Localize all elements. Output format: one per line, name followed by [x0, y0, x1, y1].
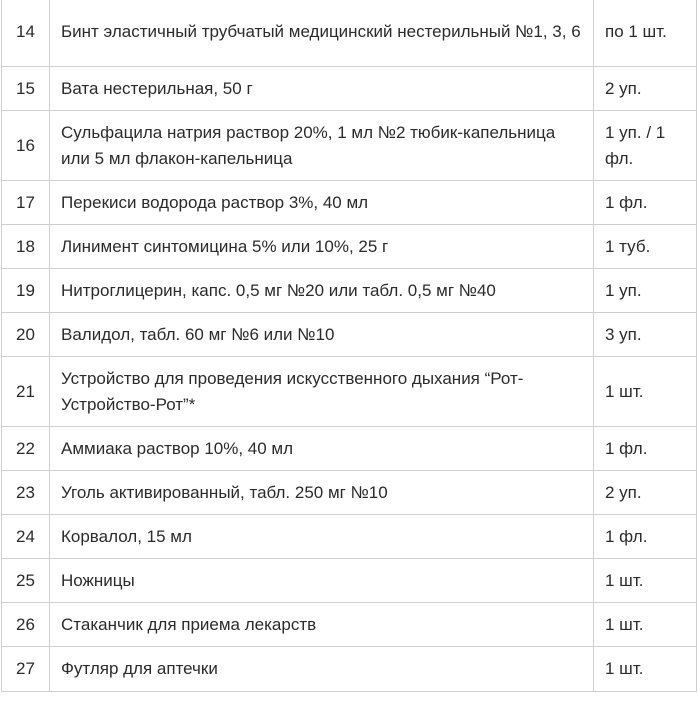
item-quantity: 1 шт.: [594, 603, 697, 647]
row-number: 16: [2, 111, 50, 181]
item-quantity: 1 фл.: [594, 427, 697, 471]
row-number: 26: [2, 603, 50, 647]
item-quantity: 1 туб.: [594, 225, 697, 269]
row-number: 15: [2, 67, 50, 111]
item-quantity: 2 уп.: [594, 471, 697, 515]
row-number: 25: [2, 559, 50, 603]
item-name: Линимент синтомицина 5% или 10%, 25 г: [50, 225, 594, 269]
item-name: Валидол, табл. 60 мг №6 или №10: [50, 313, 594, 357]
row-number: 19: [2, 269, 50, 313]
item-quantity: 3 уп.: [594, 313, 697, 357]
row-number: 23: [2, 471, 50, 515]
item-quantity: 1 уп. / 1 фл.: [594, 111, 697, 181]
item-name: Сульфацила натрия раствор 20%, 1 мл №2 тюбик-капельница или 5 мл флакон-капельница: [50, 111, 594, 181]
item-name: Нитроглицерин, капс. 0,5 мг №20 или табл. 0,5 мг №40: [50, 269, 594, 313]
table-row: [2, 225, 697, 269]
row-number: 18: [2, 225, 50, 269]
item-name: Футляр для аптечки: [50, 647, 594, 692]
item-quantity: 1 шт.: [594, 357, 697, 427]
table-row: [2, 559, 697, 603]
item-name: Ножницы: [50, 559, 594, 603]
item-quantity: 2 уп.: [594, 67, 697, 111]
item-quantity: 1 фл.: [594, 181, 697, 225]
item-quantity: 1 шт.: [594, 647, 697, 692]
item-name: Устройство для проведения искусственного дыхания “Рот-Устройство-Рот”*: [50, 357, 594, 427]
item-quantity: по 1 шт.: [594, 0, 697, 67]
table-row: [2, 471, 697, 515]
row-number: 21: [2, 357, 50, 427]
item-name: Аммиака раствор 10%, 40 мл: [50, 427, 594, 471]
row-number: 27: [2, 647, 50, 692]
item-name: Стаканчик для приема лекарств: [50, 603, 594, 647]
table-row: [2, 0, 697, 67]
item-quantity: 1 шт.: [594, 559, 697, 603]
table-row: [2, 515, 697, 559]
table-row: [2, 603, 697, 647]
row-number: 17: [2, 181, 50, 225]
table-row: [2, 427, 697, 471]
item-name: Вата нестерильная, 50 г: [50, 67, 594, 111]
table-row: [2, 111, 697, 181]
table-row: [2, 181, 697, 225]
table-row: [2, 313, 697, 357]
row-number: 20: [2, 313, 50, 357]
item-name: Корвалол, 15 мл: [50, 515, 594, 559]
item-name: Перекиси водорода раствор 3%, 40 мл: [50, 181, 594, 225]
table-body: [2, 0, 697, 692]
table-row: [2, 269, 697, 313]
item-name: Бинт эластичный трубчатый медицинский нестерильный №1, 3, 6: [50, 0, 594, 67]
item-name: Уголь активированный, табл. 250 мг №10: [50, 471, 594, 515]
first-aid-kit-table: [1, 0, 697, 692]
table-row: [2, 357, 697, 427]
item-quantity: 1 фл.: [594, 515, 697, 559]
table-row: [2, 67, 697, 111]
item-quantity: 1 уп.: [594, 269, 697, 313]
row-number: 22: [2, 427, 50, 471]
row-number: 14: [2, 0, 50, 67]
table-row: [2, 647, 697, 692]
row-number: 24: [2, 515, 50, 559]
